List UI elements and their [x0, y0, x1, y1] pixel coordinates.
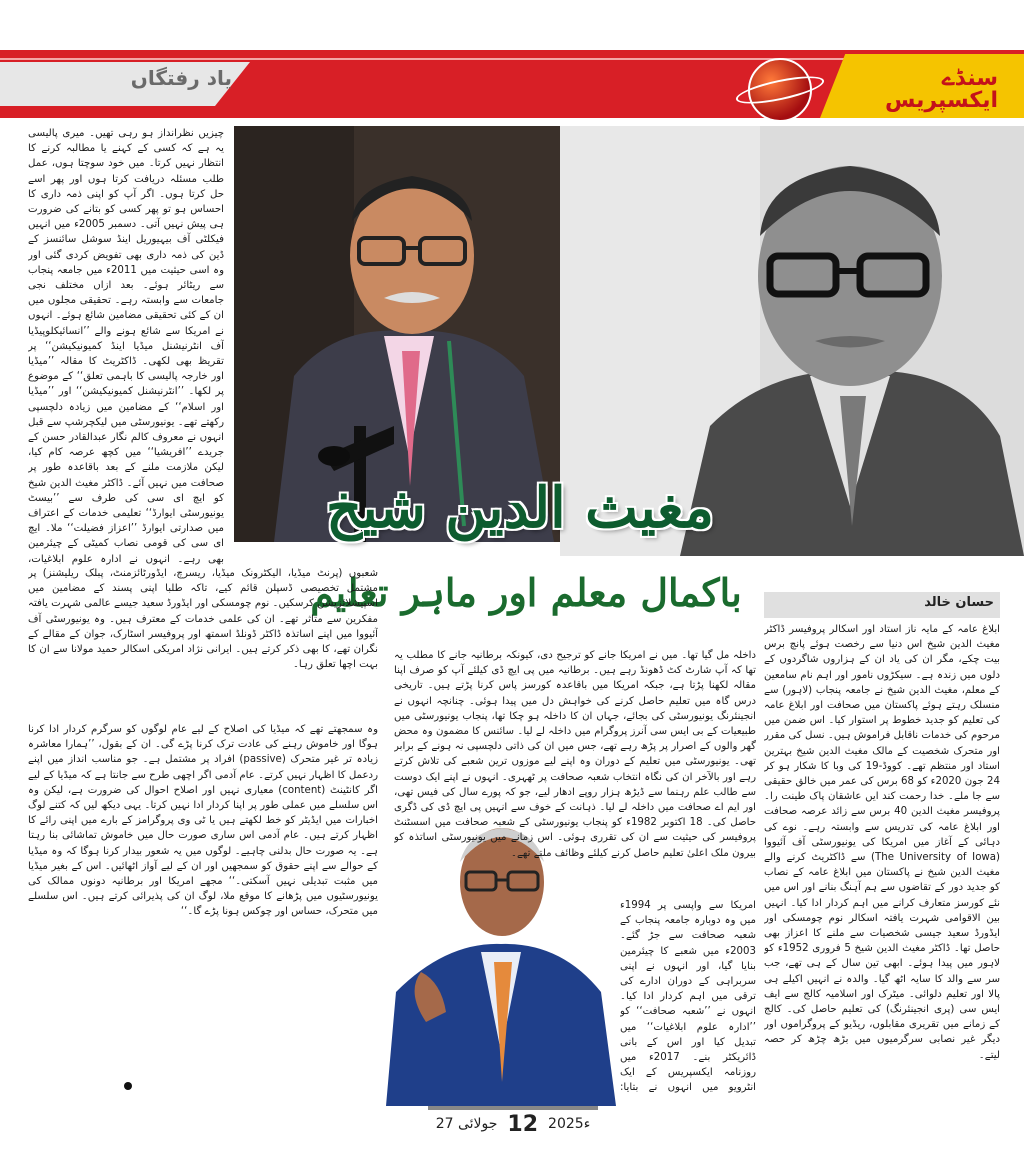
article-column-mid-low: امریکا سے واپسی پر 1994ء میں وہ دوبارہ جامعہ پنجاب کے شعبہ صحافت سے جڑ گئے۔ 2003ء میں شعبے کا چیئرمین بنایا گیا، اور انہوں نے اپنی سربراہی کے دوران ادارے کی ترقی میں اہم کردار ادا کیا۔ انہوں نے ’’شعبہ صحافت‘‘ کو ’’ادارہ علوم ابلاغیات‘‘ میں تبدیل کیا اور اس کے بانی ڈائریکٹر بنے۔ 2017ء میں روزنامہ ایکسپریس کے ایک انٹرویو میں انہوں نے بتایا:: [620, 900, 756, 1094]
article-column-mid: داخلہ مل گیا تھا۔ میں نے امریکا جانے کو ترجیح دی، کیونکہ برطانیہ جانے کا مطلب یہ تھا کہ آپ شارٹ کٹ ڈھونڈ رہے ہیں۔ برطانیہ میں پی ایچ ڈی کیلئے آپ کو صرف اپنا مقالہ لکھنا پڑتا ہے، جبکہ امریکا میں باقاعدہ کورسز پاس کرنا پڑتے ہیں۔ تاریخی درس گاہ میں تعلیم حاصل کرنے کی خواہش دل میں پیدا ہوئی۔ چنانچہ انہوں نے انجینئرنگ یونیورسٹی کی بجائے، جہاں ان کا داخلہ ہو چکا تھا، پنجاب یونیورسٹی میں طبیعیات کے بی ایس سی آنرز پروگرام میں داخلہ لے لیا۔ سائنس کا مضمون وہ محض گھر والوں کے اصرار پر پڑھ رہے تھے، جس میں ان کی ذاتی دلچسپی نہ ہونے کے برابر تھی۔ یونیورسٹی میں تعلیم کے دوران وہ اپنے لیے موزوں ترین شعبے کی تلاش کرتے رہے اور بالآخر ان کی نگاہ انتخاب شعبہ صحافت پر ٹھہری۔ انہوں نے اپنے ایک دوست سے طالب علم رہنما سے ڈیڑھ ہزار روپے ادھار لیے، جو کہ پورے سال کی فیس تھی، اور ایم اے صحافت میں داخلہ لے لیا۔ ذہانت کے خوف سے انہیں پی ایچ ڈی کی ڈگری حاصل کی۔ 18 اکتوبر 1982ء کو پنجاب یونیورسٹی کے شعبہ صحافت میں اسسٹنٹ پروفیسر کی حیثیت سے ان کی تقرری ہوئی۔ اس زمانے میں یونیورسٹی اساتذہ کو بیرون ملک اعلیٰ تعلیم حاصل کرنے کیلئے وظائف ملتے تھے۔: [394, 650, 756, 859]
article-column-bottom-left: وہ سمجھتے تھے کہ میڈیا کی اصلاح کے لیے عام لوگوں کو سرگرم کردار ادا کرنا ہوگا اور خاموش رہنے کی عادت ترک کرنا پڑے گی۔ ان کے بقول، ’’ہمارا معاشرہ زیادہ تر غیر متحرک (passive) افراد پر مشتمل ہے۔ جو مناسب انداز میں اپنے ردعمل کا اظہار نہیں کرتے۔ عام آدمی اگر اچھی طرح سے جانتا ہے کہ میڈیا کے لیے اگر کانٹینٹ (content) معیاری نہیں اور اصلاح احوال کی ضرورت ہے، لیکن وہ اس سلسلے میں عملی طور پر اپنا کردار ادا نہیں کرتا۔ یہی دیکھ لیں کہ کتنے لوگ اخبارات میں ایڈیٹر کو خط لکھتے ہیں یا ٹی وی پروگرامز کے بارے میں اپنی رائے کا اظہار کرتے ہیں۔ عام آدمی اس ساری صورت حال میں خاموش تماشائی بنا رہتا ہے۔ یہ صورت حال بدلنی چاہیے۔ لوگوں میں یہ شعور بیدار کرنا ہوگا کہ وہ میڈیا کے حوالے سے اپنے حقوق کو سمجھیں اور ان کے لیے آواز اٹھائیں۔ اس کے بغیر میڈیا میں مثبت تبدیلی نہیں آسکتی۔‘‘ مجھے امریکا اور برطانیہ دونوں ممالک کی یونیورسٹیوں میں پڑھانے کا موقع ملا، لوگ ان کی پذیرائی کرتے ہیں۔ اس سلسلے میں متحرک، حساس اور چوکس ہونا پڑے گا۔‘‘: [28, 724, 378, 918]
article-column-mid-left: شعبوں (پرنٹ میڈیا، الیکٹرونک میڈیا، ریسرچ، ایڈورٹائزمنٹ، پبلک ریلیشنز) پر مشتمل تخصیصی ڈسپلن قائم کیے، تاکہ طلبا اپنی پسند کے مضامین میں اسپیشلائزیشن کرسکیں۔ نوم چومسکی اور ایڈورڈ سعید جیسے عالمی شہرت یافتہ مفکرین سے متاثر تھے۔ ان کی علمی خدمات کے معترف ہیں۔ وہ یونیورسٹی آف آئیووا میں اپنے اساتذہ ڈاکٹر ڈونلڈ اسمتھ اور پروفیسر اسٹارک، جوان کے مقالے کے نگران تھے، کا بھی ذکر کرتے ہیں۔ ایرانی نژاد امریکی اسکالر حمید مولانا سے ان کا بہت اچھا تعلق رہا۔: [28, 568, 378, 671]
section-title: یاد رفتگاں: [130, 66, 232, 90]
headline: مغیث الدین شیخ: [325, 475, 715, 541]
subheadline: باکمال معلم اور ماہر تعلیم: [310, 570, 742, 615]
page-number: 12: [507, 1111, 539, 1137]
article-column-right: ابلاغ عامہ کے مایہ ناز استاد اور اسکالر پروفیسر ڈاکٹر مغیث الدین شیخ اس دنیا سے رخصت ہوئے پانچ برس بیت چکے، مگر ان کی یاد ان کے ہزاروں شاگردوں کے دلوں میں زندہ ہے۔ سیکڑوں نامور اور اہم نام سامعین کے معلم، مغیث الدین شیخ نے جامعہ پنجاب (لاہور) سے منسلک رہتے ہوئے پاکستان میں صحافت اور ابلاغ عامہ کی تعلیم کو جدید خطوط پر استوار کیا۔ اس ضمن میں مرحوم کی خدمات ناقابل فراموش ہیں۔ نسل کی مقرر اور متحرک شخصیت کے مالک مغیث الدین شیخ بہترین استاد اور منتظم تھے۔ کووڈ-19 کی وبا کا شکار ہو کر 24 جون 2020ء کو 68 برس کی عمر میں خالق حقیقی سے جا ملے۔ خدا رحمت کند ایں عاشقان پاک طینت را۔ پروفیسر مغیث الدین 40 برس سے زائد عرصہ صحافت اور ابلاغ عامہ کی تدریس سے وابستہ رہے۔ نوے کی دہائی کے آغاز میں امریکا کی یونیورسٹی آف آئیووا (The University of Iowa) سے ڈاکٹریٹ کرنے والے مغیث الدین شیخ نے پاکستان میں ابلاغ عامہ کے نصاب کو جدید دور کے تقاضوں سے ہم آہنگ بنانے اور اس میں نئے کورسز متعارف کرانے میں اہم کردار ادا کیا۔ انہیں بین الاقوامی شہرت یافتہ اسکالر نوم چومسکی اور ایڈورڈ سعید جیسی شخصیات سے ملنے کا اعزاز بھی حاصل تھا۔ ڈاکٹر مغیث الدین شیخ 5 فروری 1952ء کو لاہور میں پیدا ہوئے۔ ابھی تین سال کے ہی تھے، جب سر سے والد کا سایہ اٹھ گیا۔ والدہ نے انہیں اکیلے ہی پالا اور تعلیم دلوائی۔ میٹرک اور اسلامیہ کالج سے ایف ایس سی (پری انجینئرنگ) کی تعلیم حاصل کی۔ کالج کے زمانے میں تقریری مقابلوں، ریڈیو کے پروگراموں اور دیگر غیر نصابی سرگرمیوں میں بڑھ چڑھ کر حصہ لیتے۔: [764, 624, 1000, 1061]
footer-dateline: [428, 1110, 598, 1138]
brand-logo: سنڈے ایکسپریس: [884, 66, 998, 113]
article-column-top-left: چیزیں نظرانداز ہو رہی تھیں۔ میری پالیسی یہ ہے کہ کسی کے کہنے یا مطالبہ کرنے کا انتظار نہیں کرتا۔ میں خود سوچتا ہوں، عمل طلب مسئلہ دریافت کرتا ہوں اور پھر اسے حل کرتا ہوں۔ اگر آپ کو اپنی ذمہ داری کا احساس ہو تو پھر کسی کو بتانے کی ضرورت ہی پیش نہیں آتی۔ دسمبر 2005ء میں انہیں فیکلٹی آف بیہیوریل اینڈ سوشل سائنسز کے ڈین کی ذمہ داری بھی تفویض کردی گئی اور وہ اسی حیثیت میں 2011ء میں جامعہ پنجاب سے ریٹائر ہوئے۔ بعد ازاں مختلف نجی جامعات سے وابستہ رہے۔ تحقیقی مجلوں میں ان کے کئی تحقیقی مضامین شائع ہوئے۔ انہوں نے امریکا سے شائع ہونے والے ’’انسائیکلوپیڈیا آف انٹرنیشنل میڈیا اینڈ کمیونیکیشن‘‘ پر تقریظ بھی لکھی۔ ڈاکٹریٹ کا مقالہ ’’میڈیا اور خارجہ پالیسی کا باہمی تعلق‘‘ کے موضوع پر لکھا۔ ’’انٹرنیشنل کمیونیکیشن‘‘ اور ’’میڈیا اور اسلام‘‘ کے مضامین میں زیادہ دلچسپی رکھتے تھے۔ یونیورسٹی میں لیکچرشپ سے قبل انہوں نے معروف کالم نگار عبدالقادر حسن کے جریدے ’’افریشیا‘‘ میں کچھ عرصہ کام کیا، لیکن ملازمت ملنے کے بعد باقاعدہ طور پر صحافت میں نہیں آئے۔ ڈاکٹر مغیث الدین شیخ کو ایچ ای سی کی طرف سے ’’بیسٹ یونیورسٹی ایوارڈ‘‘ تعلیمی خدمات کے اعتراف میں صدارتی ایوارڈ ’’اعزاز فضیلت‘‘ ملا۔ ایچ ای سی کی قومی نصاب کمیٹی کے چیئرمین بھی رہے۔ انہوں نے ادارہ علوم ابلاغیات،: [28, 128, 224, 565]
article-end-mark: [124, 1082, 132, 1090]
footer-date: 27 جولائی: [435, 1116, 498, 1132]
author-name: حسان خالد: [924, 595, 994, 610]
footer-year: 2025ء: [548, 1116, 591, 1132]
